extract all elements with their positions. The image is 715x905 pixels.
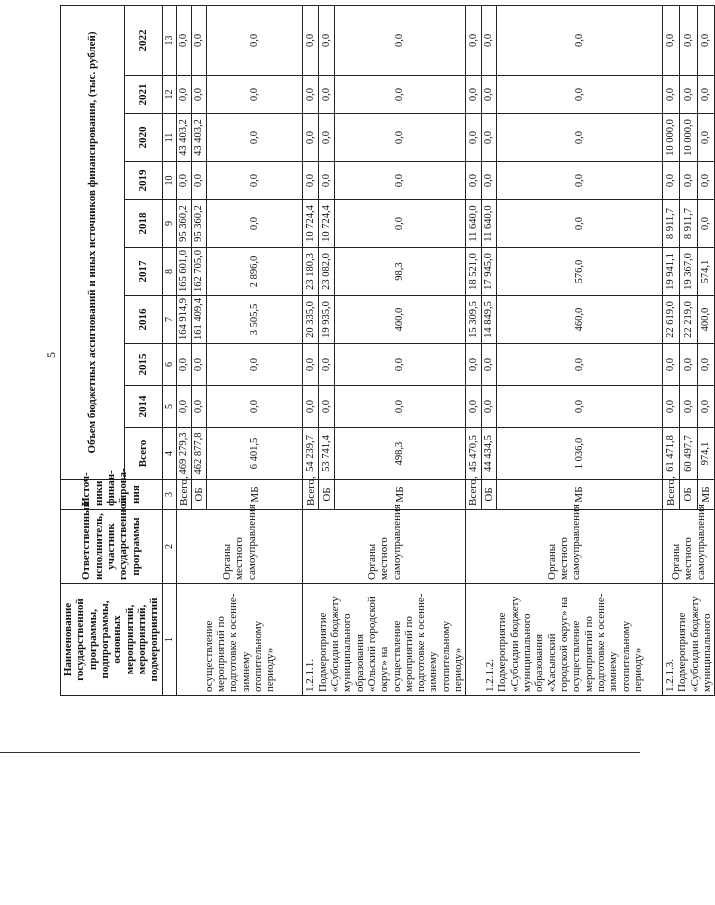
value-cell: 22 619,0 bbox=[663, 296, 680, 344]
value-cell: 0,0 bbox=[481, 5, 496, 75]
executor-cell: Органы местного самоуправления bbox=[663, 510, 715, 584]
value-cell: 0,0 bbox=[680, 386, 697, 428]
column-index: 10 bbox=[162, 162, 176, 200]
source-cell: Всего, bbox=[466, 480, 481, 510]
value-cell: 0,0 bbox=[680, 76, 697, 114]
program-name-cell: 1.2.1.3. Подмероприятие «Субсидии бюджету муниципального bbox=[663, 584, 715, 696]
column-index: 9 bbox=[162, 200, 176, 248]
value-cell: 0,0 bbox=[303, 76, 319, 114]
value-cell: 20 335,0 bbox=[303, 296, 319, 344]
header-year: 2018 bbox=[125, 200, 162, 248]
value-cell: 14 849,5 bbox=[481, 296, 496, 344]
program-name-cell: 1.2.1.2. Подмероприятие «Субсидии бюджету муниципального образования «Хасынский городской округ» на осуществление мероприятий по подготовке к осенне-зимнему отопительному периоду» bbox=[466, 584, 663, 696]
source-cell: ОБ bbox=[680, 480, 697, 510]
value-cell: 0,0 bbox=[335, 114, 466, 162]
value-cell: 10 724,4 bbox=[319, 200, 335, 248]
header-year: 2022 bbox=[125, 5, 162, 75]
source-cell: МБ bbox=[207, 480, 303, 510]
value-cell: 0,0 bbox=[335, 5, 466, 75]
value-cell: 165 601,0 bbox=[176, 248, 191, 296]
value-cell: 0,0 bbox=[319, 344, 335, 386]
header-total: Всего bbox=[125, 428, 162, 480]
value-cell: 0,0 bbox=[466, 114, 481, 162]
value-cell: 0,0 bbox=[680, 162, 697, 200]
source-cell: Всего, bbox=[176, 480, 191, 510]
value-cell: 0,0 bbox=[207, 162, 303, 200]
value-cell: 0,0 bbox=[335, 76, 466, 114]
value-cell: 8 911,7 bbox=[680, 200, 697, 248]
value-cell: 0,0 bbox=[697, 386, 714, 428]
value-cell: 0,0 bbox=[466, 344, 481, 386]
value-cell: 0,0 bbox=[663, 344, 680, 386]
table-row bbox=[466, 5, 481, 695]
header-year: 2019 bbox=[125, 162, 162, 200]
value-cell: 0,0 bbox=[697, 5, 714, 75]
column-index: 5 bbox=[162, 386, 176, 428]
value-cell: 0,0 bbox=[497, 114, 663, 162]
value-cell: 400,0 bbox=[697, 296, 714, 344]
value-cell: 0,0 bbox=[207, 5, 303, 75]
value-cell: 23 180,3 bbox=[303, 248, 319, 296]
value-cell: 469 279,3 bbox=[176, 428, 191, 480]
source-cell: ОБ bbox=[192, 480, 207, 510]
value-cell: 18 521,0 bbox=[466, 248, 481, 296]
value-cell: 10 000,0 bbox=[680, 114, 697, 162]
header-volume: Объем бюджетных ассигнований и иных источников финансирования, (тыс. рублей) bbox=[61, 5, 125, 479]
header-year: 2020 bbox=[125, 114, 162, 162]
header-year: 2016 bbox=[125, 296, 162, 344]
value-cell: 53 741,4 bbox=[319, 428, 335, 480]
value-cell: 0,0 bbox=[497, 5, 663, 75]
value-cell: 19 941,1 bbox=[663, 248, 680, 296]
value-cell: 0,0 bbox=[481, 76, 496, 114]
value-cell: 0,0 bbox=[697, 344, 714, 386]
value-cell: 61 471,8 bbox=[663, 428, 680, 480]
value-cell: 11 640,0 bbox=[466, 200, 481, 248]
column-index: 1 bbox=[162, 584, 176, 696]
value-cell: 574,1 bbox=[697, 248, 714, 296]
value-cell: 0,0 bbox=[497, 162, 663, 200]
value-cell: 0,0 bbox=[207, 386, 303, 428]
value-cell: 0,0 bbox=[497, 200, 663, 248]
value-cell: 0,0 bbox=[481, 344, 496, 386]
value-cell: 0,0 bbox=[192, 5, 207, 75]
source-cell: МБ bbox=[497, 480, 663, 510]
value-cell: 0,0 bbox=[335, 344, 466, 386]
header-year: 2017 bbox=[125, 248, 162, 296]
value-cell: 44 434,5 bbox=[481, 428, 496, 480]
value-cell: 10 724,4 bbox=[303, 200, 319, 248]
source-cell: Всего, bbox=[663, 480, 680, 510]
value-cell: 8 911,7 bbox=[663, 200, 680, 248]
table-row bbox=[176, 5, 191, 695]
value-cell: 2 896,0 bbox=[207, 248, 303, 296]
value-cell: 0,0 bbox=[303, 5, 319, 75]
value-cell: 0,0 bbox=[466, 5, 481, 75]
value-cell: 0,0 bbox=[192, 386, 207, 428]
value-cell: 162 705,0 bbox=[192, 248, 207, 296]
source-cell: Всего, bbox=[303, 480, 319, 510]
value-cell: 95 360,2 bbox=[176, 200, 191, 248]
value-cell: 0,0 bbox=[176, 162, 191, 200]
table-row bbox=[663, 5, 680, 695]
value-cell: 45 470,5 bbox=[466, 428, 481, 480]
value-cell: 0,0 bbox=[466, 162, 481, 200]
header-year: 2021 bbox=[125, 76, 162, 114]
value-cell: 0,0 bbox=[680, 344, 697, 386]
source-cell: ОБ bbox=[319, 480, 335, 510]
value-cell: 0,0 bbox=[176, 5, 191, 75]
value-cell: 0,0 bbox=[663, 5, 680, 75]
value-cell: 43 403,2 bbox=[192, 114, 207, 162]
column-index: 7 bbox=[162, 296, 176, 344]
value-cell: 19 935,0 bbox=[319, 296, 335, 344]
value-cell: 0,0 bbox=[663, 386, 680, 428]
value-cell: 0,0 bbox=[319, 386, 335, 428]
value-cell: 462 877,8 bbox=[192, 428, 207, 480]
value-cell: 3 505,5 bbox=[207, 296, 303, 344]
value-cell: 0,0 bbox=[481, 114, 496, 162]
value-cell: 400,0 bbox=[335, 296, 466, 344]
column-index: 6 bbox=[162, 344, 176, 386]
value-cell: 0,0 bbox=[192, 162, 207, 200]
value-cell: 60 497,7 bbox=[680, 428, 697, 480]
value-cell: 0,0 bbox=[176, 344, 191, 386]
value-cell: 0,0 bbox=[303, 344, 319, 386]
executor-cell: Органы местного самоуправления bbox=[303, 510, 466, 584]
page-number: 5 bbox=[44, 352, 58, 358]
value-cell: 0,0 bbox=[335, 200, 466, 248]
value-cell: 0,0 bbox=[207, 344, 303, 386]
value-cell: 0,0 bbox=[207, 76, 303, 114]
program-name-cell: осуществление мероприятий по подготовке к осенне-зимнему отопительному периоду» bbox=[176, 584, 303, 696]
value-cell: 19 367,0 bbox=[680, 248, 697, 296]
rotated-document bbox=[60, 6, 713, 696]
value-cell: 0,0 bbox=[319, 5, 335, 75]
value-cell: 0,0 bbox=[697, 200, 714, 248]
value-cell: 43 403,2 bbox=[176, 114, 191, 162]
value-cell: 0,0 bbox=[466, 386, 481, 428]
source-cell: МБ bbox=[697, 480, 714, 510]
value-cell: 0,0 bbox=[207, 114, 303, 162]
executor-cell: Органы местного самоуправления bbox=[176, 510, 303, 584]
value-cell: 54 239,7 bbox=[303, 428, 319, 480]
column-index: 2 bbox=[162, 510, 176, 584]
value-cell: 11 640,0 bbox=[481, 200, 496, 248]
value-cell: 22 219,0 bbox=[680, 296, 697, 344]
column-index-row bbox=[162, 5, 176, 695]
value-cell: 0,0 bbox=[663, 162, 680, 200]
value-cell: 974,1 bbox=[697, 428, 714, 480]
value-cell: 0,0 bbox=[663, 76, 680, 114]
executor-cell: Органы местного самоуправления bbox=[466, 510, 663, 584]
value-cell: 0,0 bbox=[303, 162, 319, 200]
value-cell: 0,0 bbox=[319, 76, 335, 114]
value-cell: 161 409,4 bbox=[192, 296, 207, 344]
value-cell: 95 360,2 bbox=[192, 200, 207, 248]
value-cell: 0,0 bbox=[303, 114, 319, 162]
value-cell: 0,0 bbox=[176, 76, 191, 114]
page-rule bbox=[0, 752, 640, 753]
value-cell: 0,0 bbox=[319, 162, 335, 200]
value-cell: 0,0 bbox=[335, 162, 466, 200]
value-cell: 498,3 bbox=[335, 428, 466, 480]
value-cell: 0,0 bbox=[680, 5, 697, 75]
value-cell: 0,0 bbox=[466, 76, 481, 114]
value-cell: 0,0 bbox=[192, 344, 207, 386]
value-cell: 15 309,5 bbox=[466, 296, 481, 344]
column-index: 8 bbox=[162, 248, 176, 296]
value-cell: 0,0 bbox=[481, 162, 496, 200]
header-year: 2014 bbox=[125, 386, 162, 428]
table-header bbox=[61, 5, 177, 695]
value-cell: 0,0 bbox=[497, 76, 663, 114]
value-cell: 0,0 bbox=[335, 386, 466, 428]
column-index: 13 bbox=[162, 5, 176, 75]
value-cell: 0,0 bbox=[207, 200, 303, 248]
value-cell: 17 945,0 bbox=[481, 248, 496, 296]
value-cell: 1 036,0 bbox=[497, 428, 663, 480]
value-cell: 23 082,0 bbox=[319, 248, 335, 296]
value-cell: 6 401,5 bbox=[207, 428, 303, 480]
value-cell: 0,0 bbox=[497, 386, 663, 428]
value-cell: 460,0 bbox=[497, 296, 663, 344]
value-cell: 0,0 bbox=[497, 344, 663, 386]
value-cell: 164 914,9 bbox=[176, 296, 191, 344]
column-index: 12 bbox=[162, 76, 176, 114]
source-cell: ОБ bbox=[481, 480, 496, 510]
header-year: 2015 bbox=[125, 344, 162, 386]
value-cell: 0,0 bbox=[697, 76, 714, 114]
value-cell: 98,3 bbox=[335, 248, 466, 296]
value-cell: 0,0 bbox=[176, 386, 191, 428]
program-name-cell: 1.2.1.1. Подмероприятие «Субсидии бюджету муниципального образования «Ольский городской округ» на осуществление мероприятий по подготовке к осенне-зимнему отопительному периоду» bbox=[303, 584, 466, 696]
value-cell: 576,0 bbox=[497, 248, 663, 296]
column-index: 3 bbox=[162, 480, 176, 510]
header-name: Наименование государственной программы, подпрограммы, основных мероприятий, мероприятий, подмероприятий bbox=[61, 584, 163, 696]
source-cell: МБ bbox=[335, 480, 466, 510]
value-cell: 0,0 bbox=[319, 114, 335, 162]
table-row bbox=[303, 5, 319, 695]
value-cell: 0,0 bbox=[697, 162, 714, 200]
value-cell: 0,0 bbox=[481, 386, 496, 428]
header-source: Источ-ники финан-сирова-ния bbox=[61, 480, 163, 510]
value-cell: 10 000,0 bbox=[663, 114, 680, 162]
column-index: 11 bbox=[162, 114, 176, 162]
budget-table bbox=[60, 5, 715, 696]
value-cell: 0,0 bbox=[303, 386, 319, 428]
value-cell: 0,0 bbox=[697, 114, 714, 162]
column-index: 4 bbox=[162, 428, 176, 480]
value-cell: 0,0 bbox=[192, 76, 207, 114]
header-executor: Ответственный исполнитель, участник государственной программы bbox=[61, 510, 163, 584]
table-body bbox=[176, 5, 715, 695]
